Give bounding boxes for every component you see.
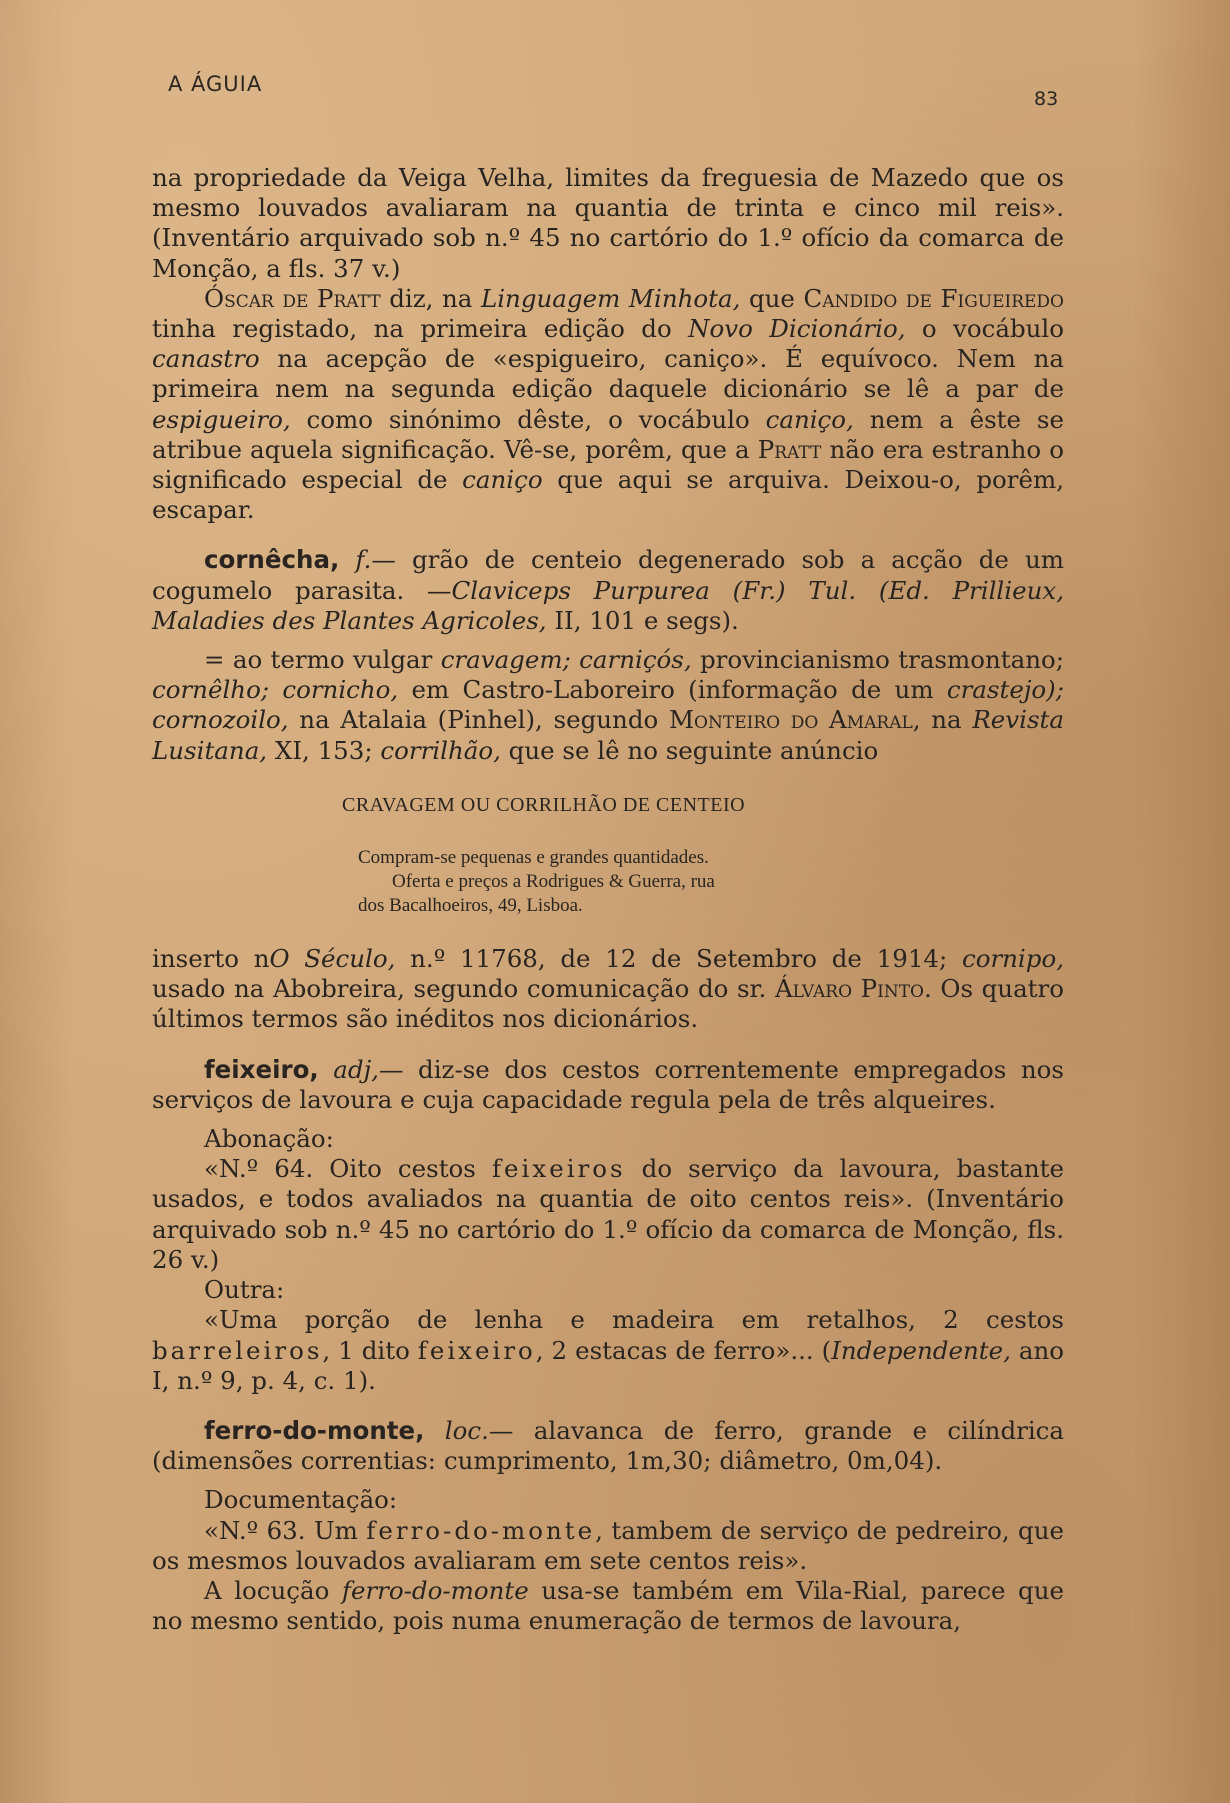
newspaper-title: O Século,: [269, 944, 396, 974]
author-name: Óscar de Pratt: [204, 283, 381, 313]
term-word: crastejo); cornozoilo,: [152, 675, 1064, 735]
text-run: provincianismo trasmontano;: [691, 645, 1064, 675]
advertisement-line: Compram-se pequenas e grandes quantidades.: [358, 847, 709, 869]
grammar-label: f.: [339, 545, 372, 575]
text-run: , 2 estacas de ferro»... (: [535, 1335, 832, 1365]
text-run: que aqui se arquiva. Deixou-o, porêm, escapar.: [152, 465, 1064, 525]
text-run: — grão de centeio degenerado sob a acção de um cogumelo parasita. —: [152, 545, 1064, 605]
text-run: . Os quatro últimos termos são inéditos nos dicionários.: [152, 974, 1064, 1034]
text-run: que se lê no seguinte anúncio: [500, 735, 879, 765]
text-run: = ao termo vulgar: [204, 645, 441, 675]
text-run: tinha registado, na primeira edição do: [152, 314, 689, 344]
label-outra: Outra:: [204, 1275, 285, 1305]
term-word: canastro: [152, 344, 260, 374]
page-number: 83: [1034, 88, 1059, 110]
text-run: que: [740, 283, 804, 313]
author-name: Pratt: [757, 434, 822, 464]
entry-ferro-do-monte: [152, 1416, 1064, 1476]
text-line: de Monção, a fls. 37 v.): [152, 223, 1064, 283]
text-run: , na: [912, 705, 973, 735]
text-run: «N.º 63. Um: [204, 1515, 367, 1545]
advertisement-line: Oferta e preços a Rodrigues & Guerra, rua: [392, 871, 715, 893]
text-run: do serviço da lavoura, bastante usados, e todos avaliados na quantia de oito centos reis». (Inventário arquivado sob n.º 45 no cartório do 1.º ofício da comarca de Monção, fls. 26 v.): [152, 1154, 1065, 1274]
grammar-label: adj,: [318, 1054, 379, 1084]
text-run: não era estranho o significado especial de: [152, 434, 1064, 495]
paragraph-quote-63: [152, 1516, 1064, 1576]
grammar-label: loc.: [424, 1415, 489, 1445]
term-word: caniço,: [765, 404, 854, 434]
paragraph-quote-64: [152, 1154, 1064, 1275]
text-run: ano I, n.º 9, p. 4, c. 1).: [152, 1335, 1064, 1395]
term-word: cravagem; carniçós,: [440, 645, 692, 675]
journal-title: Revista Lusitana,: [152, 705, 1064, 765]
term-word: cornipo,: [961, 944, 1064, 974]
author-name: Candido de Figueiredo: [803, 283, 1064, 313]
entry-headword: cornêcha,: [204, 545, 340, 575]
text-run: «Uma porção de lenha e madeira em retalhos, 2 cestos: [204, 1305, 1064, 1335]
text-run: usado na Abobreira, segundo comunicação do sr.: [152, 974, 775, 1004]
journal-title: Independente,: [831, 1335, 1011, 1365]
term-word: ferro-do-monte: [341, 1575, 529, 1605]
text-run: II, 101 e segs).: [546, 605, 739, 635]
text-run: «N.º 64. Oito cestos: [204, 1154, 492, 1184]
term-word: caniço: [462, 465, 543, 495]
term-word: espigueiro,: [152, 404, 291, 434]
author-name: Álvaro Pinto: [774, 974, 924, 1004]
entry-headword: ferro-do-monte,: [204, 1415, 425, 1445]
paragraph-inventory-quote: [152, 163, 1064, 284]
spaced-term: feixeiros: [491, 1154, 626, 1184]
text-run: XI, 153;: [267, 735, 381, 765]
spaced-term: barreleiros: [152, 1335, 323, 1365]
author-name: Monteiro do Amaral: [668, 705, 913, 735]
text-run: na Atalaia (Pinhel), segundo: [288, 705, 669, 735]
text-run: como sinónimo dêste, o vocábulo: [290, 404, 766, 434]
book-title: Linguagem Minhota,: [480, 283, 741, 313]
text-run: nem a êste se atribue aquela significação. Vê-se, porêm, que a: [152, 404, 1064, 464]
term-word: corrilhão,: [380, 735, 501, 765]
spaced-term: ferro-do-monte: [366, 1515, 596, 1545]
label-abonacao: Abonação:: [204, 1124, 334, 1154]
paragraph-quote-lenha: [152, 1305, 1064, 1396]
text-run: inserto n: [152, 944, 270, 974]
scientific-reference: Claviceps Purpurea (Fr.) Tul. (Ed. Prillieux, Maladies des Plantes Agricoles,: [152, 575, 1064, 635]
text-run: A locução: [204, 1575, 342, 1605]
text-column: [152, 163, 1064, 1636]
entry-cornecha: [152, 545, 1064, 636]
text-run: , 1 dito: [322, 1335, 418, 1365]
text-run: , tambem de serviço de pedreiro, que os mesmos louvados avaliaram em sete centos reis».: [152, 1515, 1064, 1575]
text-line: (Inventário arquivado sob n.º 45 no cartório do 1.º ofício da comarca: [152, 223, 1025, 253]
paragraph-vila-rial: [152, 1576, 1064, 1636]
advertisement-line: dos Bacalhoeiros, 49, Lisboa.: [358, 895, 583, 917]
entry-feixeiro: [152, 1055, 1064, 1115]
term-word: cornêlho; cornicho,: [152, 675, 399, 705]
entry-headword: feixeiro,: [204, 1054, 319, 1084]
spaced-term: feixeiro: [417, 1335, 536, 1365]
text-run: o vocábulo: [905, 314, 1064, 344]
text-run: na acepção de «espigueiro, caniço». É equívoco. Nem na primeira nem na segunda edição daquele dicionário se lê a par de: [152, 344, 1064, 404]
book-title: Novo Dicionário,: [688, 314, 906, 344]
text-run: diz, na: [380, 283, 481, 313]
text-run: — alavanca de ferro, grande e cilíndrica (dimensões correntias: cumprimento, 1m,30; diâmetro, 0m,04).: [152, 1415, 1064, 1476]
paragraph-pratt-note: [152, 284, 1064, 526]
quoted-advertisement: [152, 790, 1064, 918]
text-run: — diz-se dos cestos correntemente empregados nos serviços de lavoura e cuja capacidade regula pela de três alqueires.: [152, 1054, 1064, 1114]
paragraph-synonyms: [152, 645, 1064, 766]
text-run: em Castro-Laboreiro (informação de um: [398, 675, 947, 705]
label-documentacao: Documentação:: [204, 1485, 398, 1515]
paragraph-source-note: [152, 944, 1064, 1035]
running-title: A ÁGUIA: [168, 72, 263, 96]
text-line: na propriedade da Veiga Velha, limites da freguesia de Mazedo que: [152, 163, 1026, 192]
text-run: usa-se também em Vila-Rial, parece que no mesmo sentido, pois numa enumeração de termos de lavoura,: [152, 1575, 1064, 1636]
text-run: n.º 11768, de 12 de Setembro de 1914;: [395, 944, 962, 974]
advertisement-title: CRAVAGEM OU CORRILHÃO DE CENTEIO: [342, 793, 746, 816]
text-line: os mesmo louvados avaliaram na quantia de trinta e cinco mil reis».: [152, 163, 1064, 223]
